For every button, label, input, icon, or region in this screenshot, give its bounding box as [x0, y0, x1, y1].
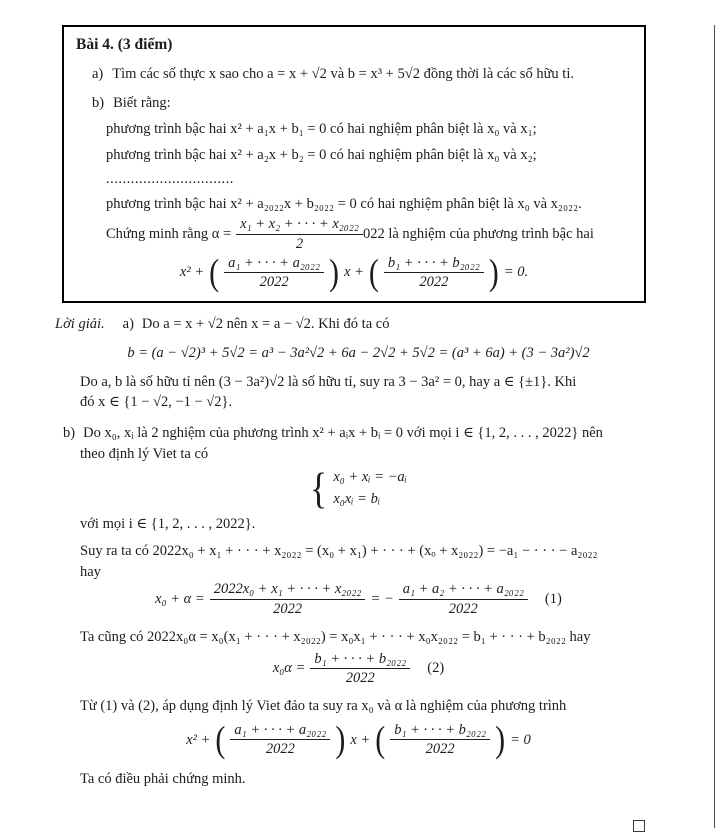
- qed-statement: Ta có điều phải chứng minh.: [80, 771, 246, 788]
- fraction-denominator: 2022: [259, 274, 289, 291]
- document-page: [0, 25, 717, 789]
- fraction-b: [384, 255, 484, 291]
- rational-argument-line-1: Do a, b là số hữu tỉ nên (3 − 3a²)√2 là số hữu tỉ, suy ra 3 − 3a² = 0, hay a ∈ {±1}. Khi: [80, 373, 577, 390]
- part-b-text: Do x₀, xᵢ là 2 nghiệm của phương trình x² + aᵢx + bᵢ = 0 với mọi i ∈ {1, 2, . . . , 2022} nên: [83, 425, 603, 442]
- fraction-sum-a: [399, 581, 528, 617]
- part-b-line-2: theo định lý Viet ta có: [80, 446, 209, 463]
- claim-fraction: [236, 216, 363, 252]
- item-a-text: Tìm các số thực x sao cho a = x + √2 và b = x³ + 5√2 đồng thời là các số hữu tỉ.: [112, 66, 574, 83]
- fraction-numerator: b₁ + · · · + b₂₀₂₂: [310, 651, 410, 670]
- fraction-a: [224, 255, 324, 291]
- equation-2: [0, 651, 717, 687]
- problem-item-b: [92, 94, 632, 113]
- ellipsis-line: ...............................: [106, 170, 234, 187]
- product-line: Ta cũng có 2022x₀α = x₀(x₁ + · · · + x₂₀₂₂) = x₀x₁ + · · · + x₀x₂₀₂₂ = b₁ + · · · + b₂₀₂₂ hay: [80, 628, 591, 645]
- conclusion-intro: Từ (1) và (2), áp dụng định lý Viet đảo ta suy ra x₀ và α là nghiệm của phương trình: [80, 697, 567, 714]
- part-b-label: b): [63, 425, 76, 442]
- problem-item-a: [92, 65, 632, 84]
- open-paren-icon: (: [209, 251, 220, 293]
- eq-mid: x +: [344, 264, 364, 281]
- problem-equation: [76, 251, 632, 293]
- eq-b-text: b = (a − √2)³ + 5√2 = a³ − 3a²√2 + 6a − 2√2 + 5√2 = (a³ + 6a) + (3 − 3a²)√2: [127, 344, 590, 361]
- fraction-a: [230, 722, 330, 758]
- problem-line-3: phương trình bậc hai x² + a₂₀₂₂x + b₂₀₂₂ = 0 có hai nghiệm phân biệt là x₀ và x₂₀₂₂.: [106, 196, 582, 213]
- fraction-numerator: a₁ + a₂ + · · · + a₂₀₂₂: [399, 581, 528, 600]
- open-paren-icon: (: [375, 718, 386, 760]
- rational-argument-line-2: đó x ∈ {1 − √2, −1 − √2}.: [80, 394, 233, 411]
- claim-line: [106, 216, 632, 252]
- system-equations: [333, 466, 407, 511]
- item-b-text: Biết rằng:: [113, 94, 171, 111]
- problem-line-2: phương trình bậc hai x² + a₂x + b₂ = 0 có hai nghiệm phân biệt là x₀ và x₂;: [106, 146, 537, 163]
- fraction-b: [390, 722, 490, 758]
- fraction-denominator: 2022: [265, 741, 295, 758]
- sum-line-1: Suy ra ta có 2022x₀ + x₁ + · · · + x₂₀₂₂ = (x₀ + x₁) + · · · + (xₒ + x₂₀₂₂) = −a₁ − · · · − a₂₀₂₂: [80, 542, 598, 559]
- fraction-numerator: 2022x₀ + x₁ + · · · + x₂₀₂₂: [210, 581, 366, 600]
- eq-lead: x² +: [179, 264, 205, 281]
- eq-mid: x +: [350, 731, 371, 748]
- qed-square-icon: [633, 820, 645, 832]
- eq1-lhs: x₀ + α =: [155, 591, 205, 608]
- fraction-numerator: a₁ + · · · + a₂₀₂₂: [224, 255, 324, 274]
- equation-1: [0, 581, 717, 617]
- eq2-lhs: x₀α =: [272, 660, 306, 677]
- fraction-denominator: 2: [295, 235, 304, 252]
- left-brace-icon: {: [310, 464, 328, 513]
- part-a-intro: Do a = x + √2 nên x = a − √2. Khi đó ta có: [141, 315, 390, 332]
- item-a-label: a): [92, 66, 104, 83]
- open-paren-icon: (: [368, 251, 379, 293]
- eq-lead: x² +: [186, 731, 211, 748]
- fraction-denominator: 2022: [425, 741, 455, 758]
- claim-suffix: 022 là nghiệm của phương trình bậc hai: [362, 225, 594, 242]
- close-paren-icon: ): [488, 251, 499, 293]
- fraction-sum-b: [310, 651, 410, 687]
- item-b-label: b): [92, 94, 105, 111]
- close-paren-icon: ): [335, 718, 346, 760]
- fraction-numerator: b₁ + · · · + b₂₀₂₂: [390, 722, 490, 741]
- eq1-mid: = −: [370, 591, 394, 608]
- eq-tail: = 0.: [503, 264, 529, 281]
- sum-line-2: hay: [80, 563, 101, 580]
- problem-title: Bài 4. (3 điểm): [76, 36, 173, 53]
- close-paren-icon: ): [495, 718, 506, 760]
- equation-tag-2: (2): [427, 660, 445, 677]
- system-equation-2: x₀xᵢ = bᵢ: [333, 491, 381, 508]
- open-paren-icon: (: [215, 718, 226, 760]
- final-equation: [0, 718, 717, 760]
- problem-box: [62, 25, 646, 303]
- equation-tag-1: (1): [544, 591, 562, 608]
- part-a-label: a): [122, 315, 134, 332]
- fraction-numerator: b₁ + · · · + b₂₀₂₂: [384, 255, 484, 274]
- fraction-denominator: 2022: [419, 274, 449, 291]
- forall-line: với mọi i ∈ {1, 2, . . . , 2022}.: [80, 515, 256, 532]
- system-equation-1: x₀ + xᵢ = −aᵢ: [333, 468, 407, 485]
- solution-label: Lời giải.: [55, 315, 105, 332]
- close-paren-icon: ): [329, 251, 340, 293]
- expansion-equation: [0, 344, 717, 363]
- solution-heading: [55, 315, 717, 334]
- eq-tail: = 0: [510, 731, 531, 748]
- fraction-denominator: 2022: [273, 601, 303, 618]
- fraction-numerator: x₁ + x₂ + · · · + x₂₀₂₂: [236, 216, 363, 235]
- fraction-denominator: 2022: [345, 670, 375, 687]
- page-edge-line: [714, 25, 715, 828]
- fraction-sum-x: [210, 581, 366, 617]
- solution-section: [0, 315, 717, 789]
- problem-line-1: phương trình bậc hai x² + a₁x + b₁ = 0 có hai nghiệm phân biệt là x₀ và x₁;: [106, 120, 537, 137]
- viet-system: [0, 466, 717, 511]
- fraction-denominator: 2022: [448, 601, 478, 618]
- claim-prefix: Chứng minh rằng α =: [106, 225, 232, 242]
- fraction-numerator: a₁ + · · · + a₂₀₂₂: [230, 722, 330, 741]
- part-b-line-1: [63, 424, 717, 443]
